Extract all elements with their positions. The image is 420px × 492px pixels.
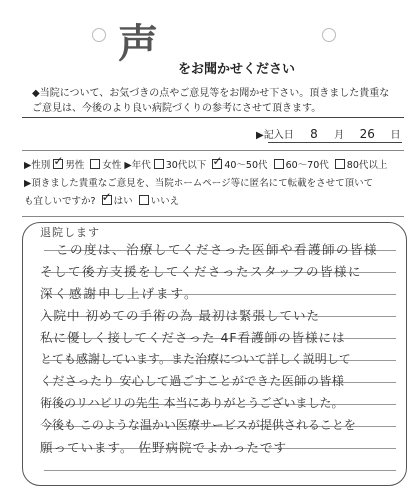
option-consent-no: いいえ bbox=[150, 196, 180, 207]
option-age-30-under: 30代以下 bbox=[165, 160, 207, 171]
date-label: ▶記入日 bbox=[256, 130, 294, 141]
option-male: 男性 bbox=[65, 160, 85, 171]
option-age-40-50: 40〜50代 bbox=[224, 160, 268, 171]
checkbox-consent-no[interactable] bbox=[139, 195, 149, 205]
comment-line: 退院します bbox=[40, 226, 100, 239]
checkbox-female[interactable] bbox=[90, 159, 100, 169]
comment-line: この度は、治療してくださった医師や看護師の皆様 bbox=[56, 242, 379, 257]
gender-age-row bbox=[24, 157, 387, 171]
comment-line: 今後も このような温かい医療サービスが提供されることを bbox=[40, 418, 356, 432]
comment-line: 願っています。 佐野病院でよかったです bbox=[40, 440, 287, 455]
divider bbox=[22, 216, 404, 217]
date-month-unit: 月 bbox=[334, 130, 345, 141]
checkbox-age-30-under[interactable] bbox=[154, 159, 164, 169]
comment-line: 私に優しく接してくださった 4F看護師の皆様には bbox=[40, 330, 346, 345]
comment-line: とても感謝しています。また治療について詳しく説明して bbox=[40, 352, 351, 366]
age-label: ▶年代 bbox=[124, 160, 151, 171]
consent-question-line-1: ▶頂きました貴重なご意見を、当院ホームページ等に匿名にて転載をさせて頂いて bbox=[24, 178, 374, 189]
consent-question-line-2: も宜しいですか? bbox=[24, 196, 96, 207]
divider bbox=[22, 150, 404, 151]
comment-line: くださったり 安心して過ごすことができた医師の皆様 bbox=[40, 374, 345, 388]
date-underline bbox=[268, 142, 402, 143]
ruled-line bbox=[44, 470, 396, 471]
date-day-unit: 日 bbox=[390, 130, 401, 141]
checkbox-consent-yes[interactable] bbox=[102, 195, 112, 205]
divider bbox=[22, 117, 404, 118]
binder-hole bbox=[322, 28, 336, 42]
checkbox-age-80-over[interactable] bbox=[335, 159, 345, 169]
checkbox-age-60-70[interactable] bbox=[274, 159, 284, 169]
intro-line-2: ご意見は、今後のより良い病院づくりの参考にさせて頂きます。 bbox=[32, 103, 322, 114]
entry-date-row bbox=[256, 126, 400, 141]
comment-line: そして後方支援をしてくださったスタッフの皆様に bbox=[40, 264, 363, 279]
intro-line-1: ◆当院について、お気づきの点やご意見等をお聞かせ下さい。頂きました貴重な bbox=[32, 88, 390, 99]
date-day: 26 bbox=[359, 127, 375, 141]
option-age-80-over: 80代以上 bbox=[346, 160, 388, 171]
gender-label: ▶性別 bbox=[24, 160, 51, 171]
option-age-60-70: 60〜70代 bbox=[285, 160, 329, 171]
option-consent-yes: はい bbox=[113, 196, 133, 207]
option-female: 女性 bbox=[102, 160, 122, 171]
comment-line: 深く感謝申し上げます。 bbox=[40, 286, 199, 301]
checkbox-age-40-50[interactable] bbox=[212, 159, 222, 169]
checkbox-male[interactable] bbox=[53, 159, 63, 169]
comment-line: 術後のリハビリの先生 本当にありがとうございました。 bbox=[40, 396, 344, 410]
comment-line: 入院中 初めての手術の為 最初は緊張していた bbox=[40, 308, 320, 323]
binder-hole bbox=[92, 28, 106, 42]
page-subtitle: をお聞かせください bbox=[178, 62, 296, 77]
page-title: 声 bbox=[118, 20, 159, 67]
consent-question-row bbox=[24, 193, 179, 207]
date-month: 8 bbox=[310, 127, 318, 141]
